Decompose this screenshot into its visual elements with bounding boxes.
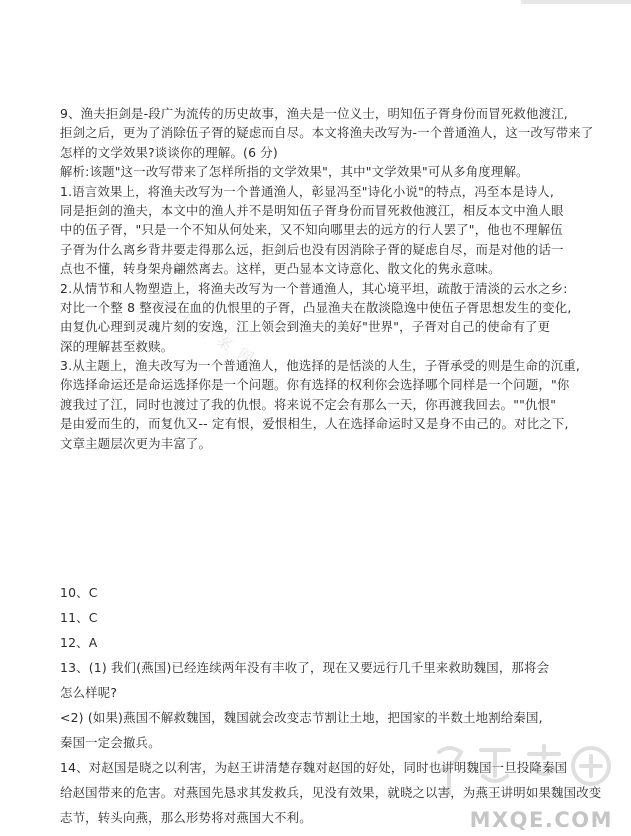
answer-10: 10、C [60, 585, 98, 600]
answer-13-line: <2) (如果)燕国不解救魏国，魏国就会改变志节割让土地，把国家的半数土地割给秦国, [60, 710, 543, 725]
q9-point-3-line: 是由爱而生的，而复仇又-- 定有恨，爱恨相生，人在选择命运时又是身不由己的。对比之下, [60, 416, 569, 432]
q9-point-1-line: 同是拒剑的渔夫，本文中的渔人并不是明知伍子胥身份而冒死救他渡江，相反本文中渔人眼 [60, 202, 564, 218]
q9-point-3-line: 渡我过了江，同时也渡过了我的仇恨。将来说不定会有那么一天，你再渡我回去。""仇恨" [60, 396, 557, 412]
answer-13-line: 13、(1) 我们(燕国)已经连续两年没有丰收了，现在又要远行几千里来救助魏国，那将会 [60, 660, 550, 675]
q9-point-1-line: 点也不懂，转身架舟翩然离去。这样，更凸显本文诗意化、散文化的隽永意味。 [60, 261, 501, 277]
q9-point-3-line: 文章主题层次更为丰富了。 [60, 435, 212, 451]
q9-point-1-line: 中的伍子胥，"只是一个不知从何处来，又不知向哪里去的远方的行人罢了"，他也不理解伍 [60, 222, 563, 238]
answer-13-line: 秦国一定会撤兵。 [60, 735, 161, 750]
answer-11: 11、C [60, 610, 98, 625]
diagonal-watermark: 子曰答案网 [149, 291, 265, 374]
q9-point-2-line: 对比一个整 8 整夜浸在血的仇恨里的子胥，凸显渔夫在散淡隐逸中使伍子胥思想发生的变化, [60, 299, 572, 315]
q9-point-3-line: 3.从主题上，渔夫改写为一个普通渔人，他选择的是恬淡的人生，子胥承受的则是生命的沉重, [60, 358, 580, 374]
top-edge-strip [521, 0, 631, 4]
q9-point-2-line: 2.从情节和人物塑造上，将渔夫改写为一个普通渔人，其心境平坦，疏散于清淡的云水之乡: [60, 280, 568, 296]
q9-point-1-line: 1.语言效果上，将渔夫改写为一个普通渔人，彰显冯至"诗化小说"的特点，冯至本是诗人, [60, 183, 555, 199]
q9-point-2-line: 由复仇心理到灵魂片刻的安逸，江上领会到渔夫的美好"世界"，子胥对自己的使命有了更 [60, 319, 551, 335]
q9-analysis-line: 解析:该题"这一改写带来了怎样所指的文学效果"，其中"文学效果"可从多角度理解。 [60, 164, 529, 180]
q9-line: 拒剑之后，更为了消除伍子胥的疑虑而自尽。本文将渔夫改写为-一个普通渔人，这一改写带来了 [60, 125, 594, 141]
q9-point-1-line: 子胥为什么离乡背井要走得那么远，拒剑后也没有因消除子胥的疑虑自尽，而是对他的话一 [60, 241, 564, 257]
question-9-block [60, 104, 620, 453]
watermark-logo-text: MXQE.COM [469, 808, 613, 832]
q9-line: 怎样的文学效果?谈谈你的理解。(6 分) [60, 144, 278, 160]
answer-14-line: 志节，转头向燕，那么形势将对燕国大不利。 [60, 810, 312, 825]
q9-line: 9、渔夫拒剑是-段广为流传的历史故事，渔夫是一位义士，明知伍子胥身份而冒死救他渡江, [60, 106, 568, 121]
answer-13-line: 怎么样呢? [60, 685, 118, 700]
q9-point-3-line: 你选择命运还是命运选择你是一个问题。你有选择的权利你会选择哪个同样是一个问题，"你 [60, 377, 570, 393]
answer-14-line: 14、对赵国是晓之以利害，为赵王讲清楚存魏对赵国的好处，同时也讲明魏国一旦投降秦国 [60, 760, 568, 775]
answer-12: 12、A [60, 635, 98, 650]
q9-point-2-line: 深的理解甚至救赎。 [60, 338, 174, 354]
answer-14-line: 给赵国带来的危害。对燕国先恳求其发救兵，见没有效果，就晓之以害，为燕王讲明如果魏国改变 [60, 785, 602, 800]
